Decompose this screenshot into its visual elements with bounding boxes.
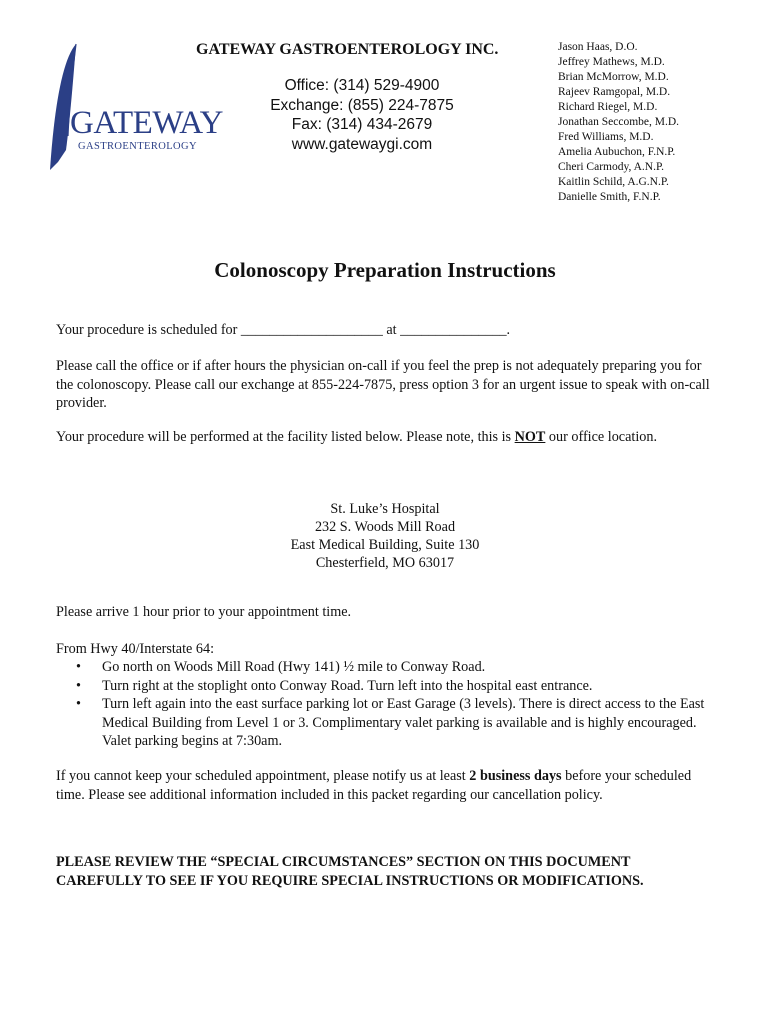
cancellation-text-end: before your scheduled time. Please see additional information included in this packet regarding our cancellation policy.	[56, 768, 692, 803]
address-line: 232 S. Woods Mill Road	[314, 519, 456, 535]
website-link[interactable]: www.gatewaygi.com	[291, 135, 433, 153]
schedule-line: Your procedure is scheduled for ____________________ at _______________.	[56, 322, 511, 338]
arrival-note: Please arrive 1 hour prior to your appointment time.	[56, 604, 352, 620]
provider-item: Kaitlin Schild, A.G.N.P.	[558, 176, 669, 188]
provider-item: Jason Haas, D.O.	[558, 41, 638, 53]
facility-note-emphasis: NOT	[514, 429, 546, 445]
facility-note-text-end: our office location.	[545, 429, 657, 445]
provider-item: Jonathan Seccombe, M.D.	[558, 116, 680, 128]
address-line: Chesterfield, MO 63017	[315, 555, 455, 571]
provider-item: Richard Riegel, M.D.	[558, 101, 658, 113]
direction-text: Turn right at the stoplight onto Conway Road. Turn left into the hospital east entrance.	[102, 677, 593, 694]
direction-text: Go north on Woods Mill Road (Hwy 141) ½ mile to Conway Road.	[102, 659, 486, 675]
page-title: Colonoscopy Preparation Instructions	[214, 258, 556, 282]
provider-item: Brian McMorrow, M.D.	[558, 71, 669, 83]
provider-item: Amelia Aubuchon, F.N.P.	[558, 146, 676, 158]
bullet-icon: •	[76, 659, 81, 675]
special-circumstances-notice: PLEASE REVIEW THE “SPECIAL CIRCUMSTANCES” SECTION ON THIS DOCUMENT CAREFULLY TO SEE IF YOU REQUIRE SPECIAL INSTRUCTIONS OR MODIFICATIONS.	[56, 854, 644, 889]
direction-item	[56, 695, 706, 751]
cancellation-paragraph	[56, 767, 716, 804]
logo-wordmark: GATEWAY	[70, 105, 223, 141]
cancellation-text: If you cannot keep your scheduled appointment, please notify us at least	[56, 768, 470, 784]
provider-item: Fred Williams, M.D.	[558, 131, 654, 143]
call-office-paragraph: Please call the office or if after hours the physician on-call if you feel the prep is not adequately preparing you for the colonoscopy. Please call our exchange at 855-224-7875, press option 3 for an urgent issue to speak with on-call provider.	[56, 358, 710, 411]
office-phone: Office: (314) 529-4900	[284, 77, 440, 94]
direction-item	[56, 677, 706, 696]
facility-note-text: Your procedure will be performed at the facility listed below. Please note, this is	[56, 429, 515, 445]
provider-item: Danielle Smith, F.N.P.	[558, 191, 661, 203]
provider-item: Cheri Carmody, A.N.P.	[558, 161, 664, 173]
address-line: St. Luke’s Hospital	[330, 501, 440, 517]
fax-number: Fax: (314) 434-2679	[291, 116, 433, 133]
direction-item	[56, 658, 706, 677]
facility-note-paragraph	[56, 428, 716, 447]
contact-block	[262, 76, 462, 154]
bullet-icon: •	[76, 696, 81, 712]
directions-list	[56, 658, 706, 751]
facility-address	[0, 500, 770, 572]
cancellation-emphasis: 2 business days	[469, 768, 562, 784]
company-name: GATEWAY GASTROENTEROLOGY INC.	[196, 41, 499, 58]
directions-heading: From Hwy 40/Interstate 64:	[56, 641, 215, 657]
exchange-phone: Exchange: (855) 224-7875	[270, 96, 454, 114]
direction-text: Turn left again into the east surface parking lot or East Garage (3 levels). There is direct access to the East Medical Building from Level 1 or 3. Complimentary valet parking is available and is highly encouraged. Valet parking begins at 7:30am.	[102, 696, 705, 749]
provider-item: Jeffrey Mathews, M.D.	[558, 56, 665, 68]
provider-item: Rajeev Ramgopal, M.D.	[558, 86, 671, 98]
provider-list	[558, 40, 679, 205]
logo-subtitle: GASTROENTEROLOGY	[78, 141, 197, 152]
bullet-icon: •	[76, 677, 81, 694]
address-line: East Medical Building, Suite 130	[290, 537, 480, 553]
